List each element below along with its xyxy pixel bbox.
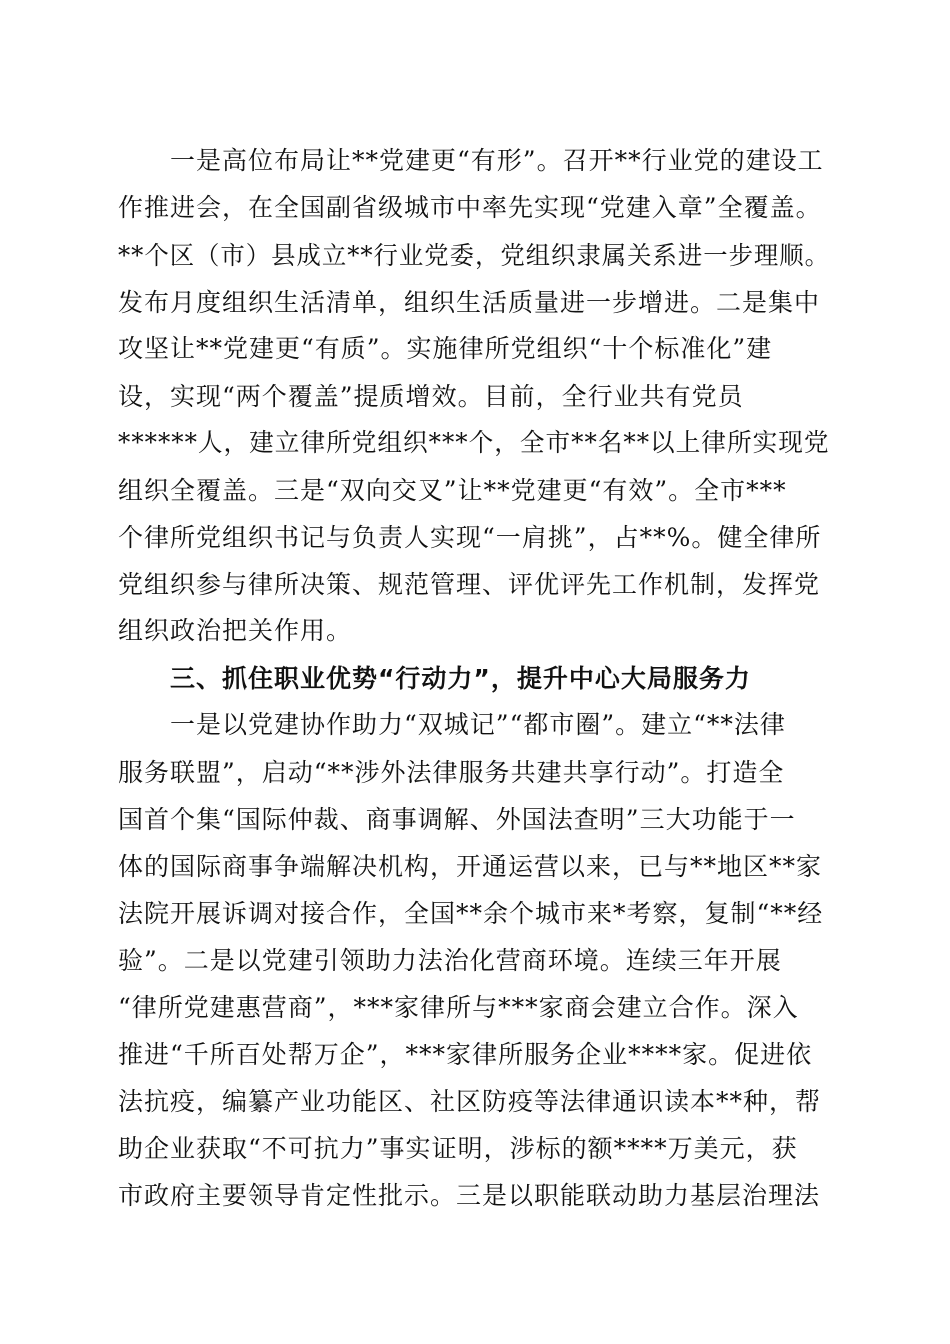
section-heading: 三、抓住职业优势“行动力”，提升中心大局服务力 [118, 664, 751, 693]
body-text-line: 设，实现“两个覆盖”提质增效。目前，全行业共有党员 [118, 382, 744, 411]
body-text-line: 法院开展诉调对接合作，全国**余个城市来*考察，复制“**经 [118, 899, 824, 928]
body-text-line: 服务联盟”，启动“**涉外法律服务共建共享行动”。打造全 [118, 758, 785, 787]
body-text-line: ******人，建立律所党组织***个，全市**名**以上律所实现党 [118, 428, 830, 457]
body-text-line: 党组织参与律所决策、规范管理、评优评先工作机制，发挥党 [118, 570, 821, 599]
body-text-line: 推进“千所百处帮万企”，***家律所服务企业****家。促进依 [118, 1040, 813, 1069]
body-text-line: 助企业获取“不可抗力”事实证明，涉标的额****万美元，获 [118, 1134, 798, 1163]
body-text-line: 发布月度组织生活清单，组织生活质量进一步增进。二是集中 [118, 288, 821, 317]
body-text-line: 一是以党建协作助力“双城记”“都市圈”。建立“**法律 [118, 710, 786, 739]
body-text-line: 一是高位布局让**党建更“有形”。召开**行业党的建设工 [118, 146, 824, 175]
body-text-line: 组织全覆盖。三是“双向交叉”让**党建更“有效”。全市*** [118, 476, 787, 505]
body-text-line: 攻坚让**党建更“有质”。实施律所党组织“十个标准化”建 [118, 334, 773, 363]
body-text-line: 个律所党组织书记与负责人实现“一肩挑”，占**%。健全律所 [118, 523, 822, 552]
body-text-line: 验”。二是以党建引领助力法治化营商环境。连续三年开展 [118, 946, 782, 975]
body-text-line: **个区（市）县成立**行业党委，党组织隶属关系进一步理顺。 [118, 241, 831, 270]
body-text-line: 体的国际商事争端解决机构，开通运营以来，已与**地区**家 [118, 852, 823, 881]
body-text-line: 组织政治把关作用。 [118, 616, 353, 645]
body-text-line: 国首个集“国际仲裁、商事调解、外国法查明”三大功能于一 [118, 805, 796, 834]
body-text-line: 作推进会，在全国副省级城市中率先实现“党建入章”全覆盖。 [118, 193, 822, 222]
body-text-line: 法抗疫，编纂产业功能区、社区防疫等法律通识读本**种，帮 [118, 1087, 822, 1116]
body-text-line: “律所党建惠营商”，***家律所与***家商会建立合作。深入 [118, 993, 799, 1022]
body-text-line: 市政府主要领导肯定性批示。三是以职能联动助力基层治理法 [118, 1181, 821, 1210]
